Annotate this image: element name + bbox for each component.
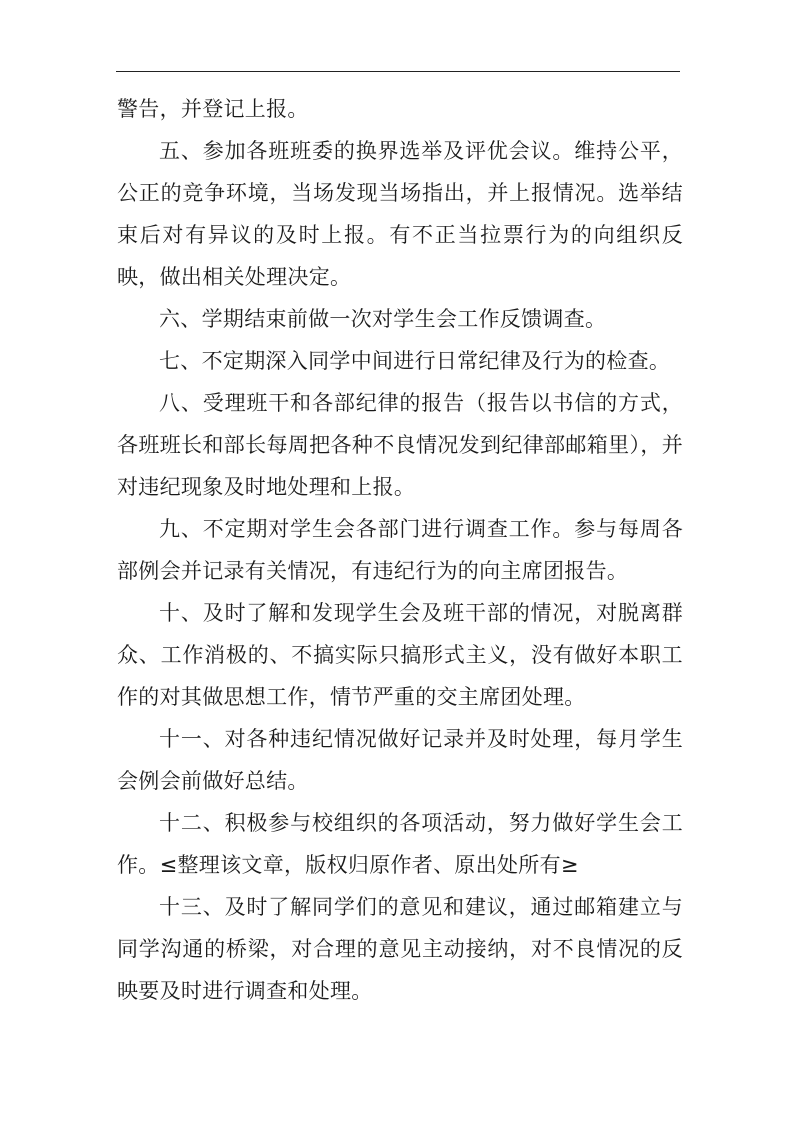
paragraph-item-7: 七、不定期深入同学中间进行日常纪律及行为的检查。 xyxy=(159,349,671,373)
document-body xyxy=(117,88,683,1012)
paragraph-item-5: 五、参加各班班委的换界选举及评优会议。维持公平，公正的竞争环境，当场发现当场指出，并上报情况。选举结束后对有异议的及时上报。有不正当拉票行为的向组织反映，做出相关处理决定。 xyxy=(117,139,683,289)
paragraph-warning-continuation: 警告，并登记上报。 xyxy=(117,97,309,121)
paragraph-item-8: 八、受理班干和各部纪律的报告（报告以书信的方式，各班班长和部长每周把各种不良情况发到纪律部邮箱里），并对违纪现象及时地处理和上报。 xyxy=(117,391,683,499)
header-rule xyxy=(116,71,680,72)
paragraph-item-6: 六、学期结束前做一次对学生会工作反馈调查。 xyxy=(159,307,607,331)
paragraph-item-11: 十一、对各种违纪情况做好记录并及时处理，每月学生会例会前做好总结。 xyxy=(117,727,683,793)
paragraph-item-10: 十、及时了解和发现学生会及班干部的情况，对脱离群众、工作消极的、不搞实际只搞形式主义，没有做好本职工作的对其做思想工作，情节严重的交主席团处理。 xyxy=(117,601,683,709)
paragraph-item-13: 十三、及时了解同学们的意见和建议，通过邮箱建立与同学沟通的桥梁，对合理的意见主动接纳，对不良情况的反映要及时进行调查和处理。 xyxy=(117,895,683,1003)
paragraph-item-9: 九、不定期对学生会各部门进行调查工作。参与每周各部例会并记录有关情况，有违纪行为的向主席团报告。 xyxy=(117,517,683,583)
paragraph-item-12: 十二、积极参与校组织的各项活动，努力做好学生会工作。≤整理该文章，版权归原作者、原出处所有≥ xyxy=(117,811,683,877)
